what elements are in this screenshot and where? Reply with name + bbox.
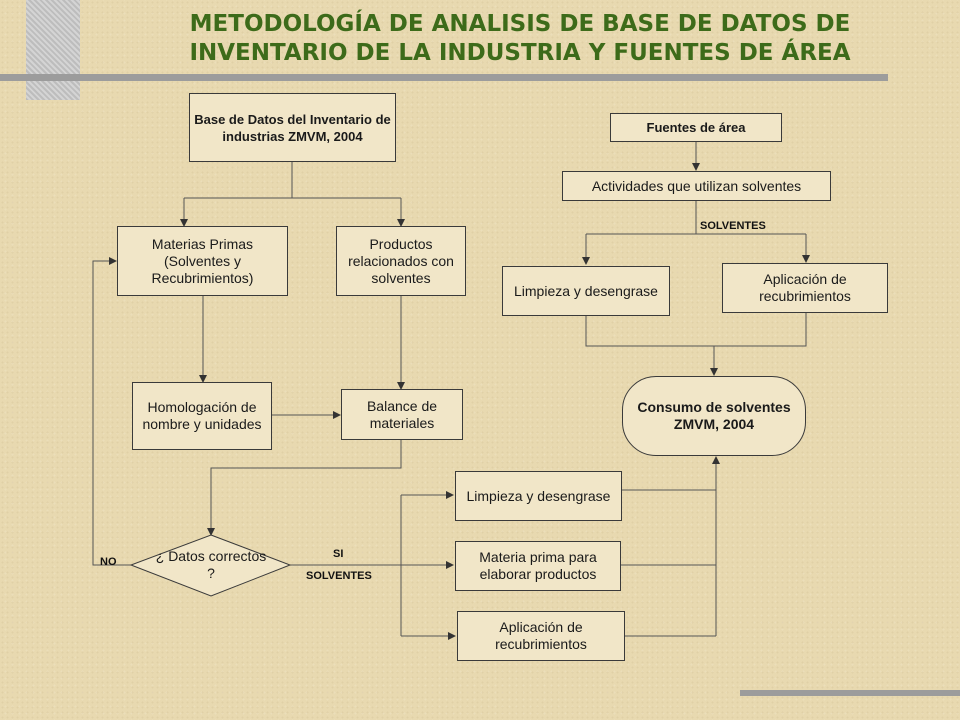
arrow xyxy=(211,440,401,535)
arrow xyxy=(93,261,133,565)
area-sources-box xyxy=(610,113,782,142)
cleaning-box xyxy=(502,266,670,316)
consumption-label: Consumo de solventes ZMVM, 2004 xyxy=(637,399,791,432)
balance-label: Balance de materiales xyxy=(366,397,438,431)
decision-label: ¿ Datos correctos ? xyxy=(155,548,267,581)
title-line-1: METODOLOGÍA DE ANALISIS DE BASE DE DATOS DE xyxy=(189,11,851,37)
out-coating-box xyxy=(457,611,625,661)
products-label: Productos relacionados con solventes xyxy=(348,235,454,286)
title-line-2: INVENTARIO DE LA INDUSTRIA Y FUENTES DE ÁREA xyxy=(189,40,851,66)
consumption-box xyxy=(622,376,806,456)
database-box xyxy=(189,93,396,162)
right-solvents-label: SOLVENTES xyxy=(700,220,766,232)
homologation-label: Homologación de nombre y unidades xyxy=(142,399,262,432)
coating-box xyxy=(722,263,888,313)
cleaning-label: Limpieza y desengrase xyxy=(514,282,658,299)
out-raw-material-box xyxy=(455,541,621,591)
connector xyxy=(586,313,806,346)
raw-materials-box xyxy=(117,226,288,296)
database-label: Base de Datos del Inventario de industrias ZMVM, 2004 xyxy=(194,111,391,144)
raw-materials-label: Materias Primas (Solventes y Recubrimientos) xyxy=(151,235,254,286)
out-cleaning-label: Limpieza y desengrase xyxy=(466,487,611,504)
homologation-box xyxy=(132,382,272,450)
products-box xyxy=(336,226,466,296)
out-coating-label: Aplicación de recubrimientos xyxy=(495,619,587,652)
activities-box xyxy=(562,171,831,201)
no-label: NO xyxy=(100,556,117,568)
left-solvents-label: SOLVENTES xyxy=(306,570,372,582)
out-cleaning-box xyxy=(455,471,622,521)
out-raw-material-label: Materia prima para elaborar productos xyxy=(479,549,597,582)
yes-label: SI xyxy=(333,548,344,560)
area-sources-label: Fuentes de área xyxy=(646,120,746,135)
balance-box xyxy=(341,389,463,440)
coating-label: Aplicación de recubrimientos xyxy=(759,271,851,304)
activities-label: Actividades que utilizan solventes xyxy=(591,177,802,194)
